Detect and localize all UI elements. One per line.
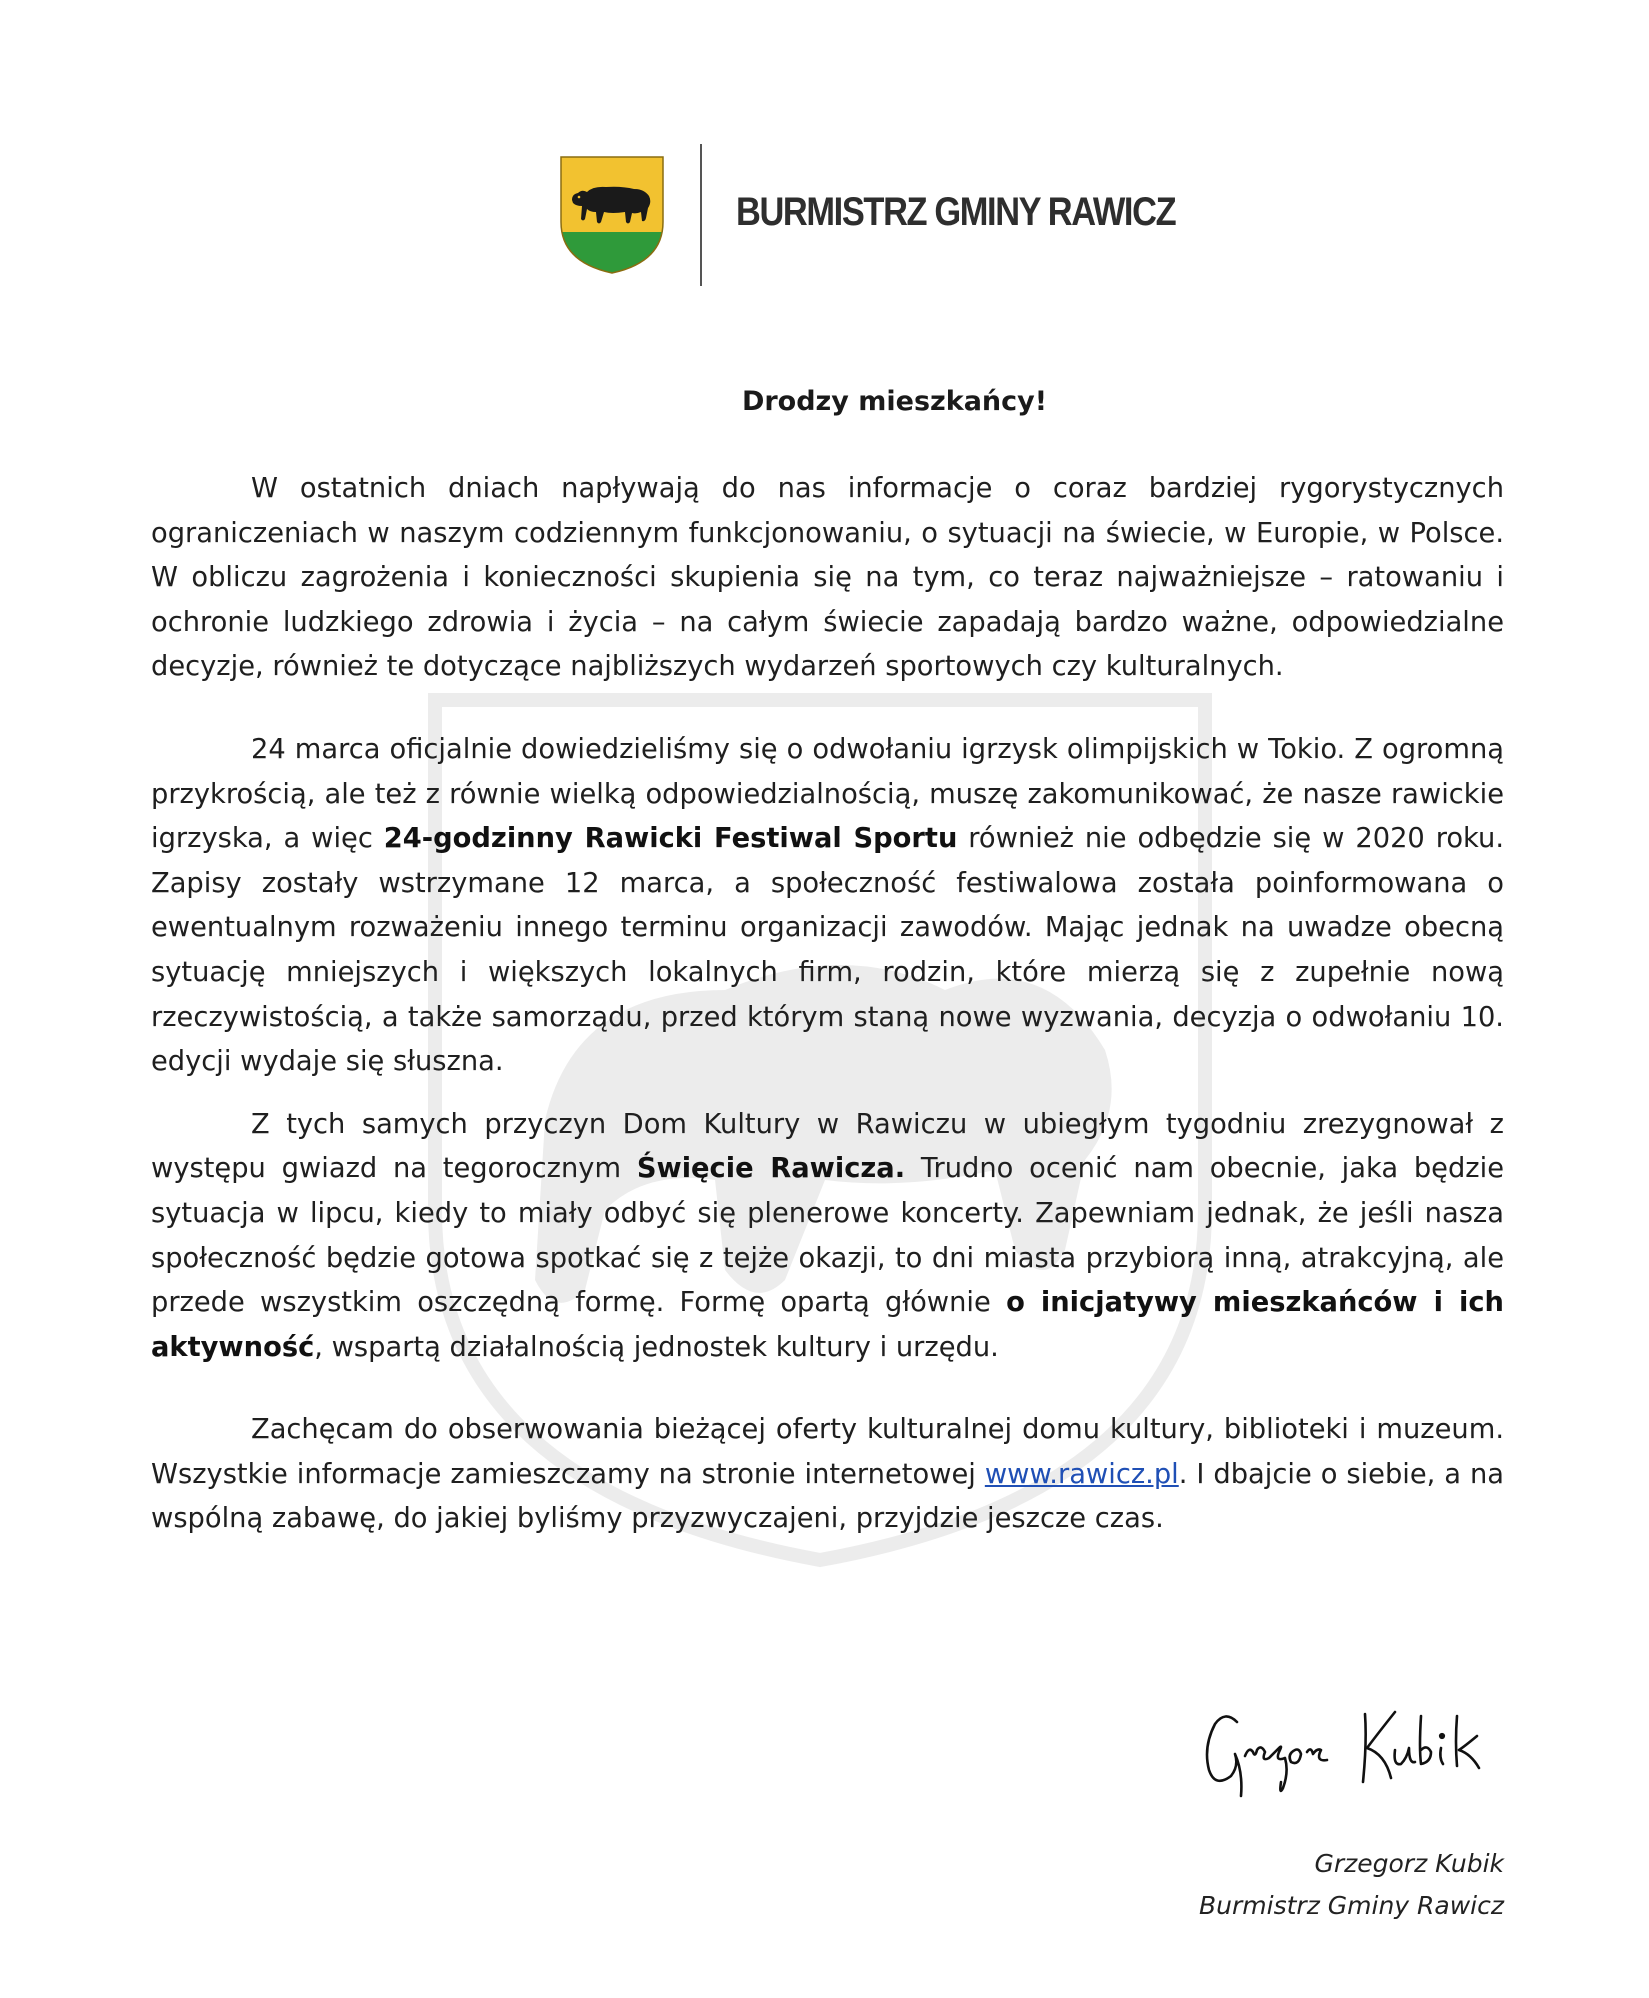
signer-title: Burmistrz Gminy Rawicz [1199,1891,1504,1920]
initiatives-emphasis: o inicjatywy mieszkańców i ich aktywność [151,1287,1504,1363]
header-divider [700,144,702,286]
paragraph-2-text-b: również nie odbędzie się w 2020 roku. Zapisy zostały wstrzymane 12 marca, a społeczność festiwalowa została poinformowana o ewentualnym rozważeniu innego terminu organizacji zawodów. Mając jednak na uwadze obecną sytuację mniejszych i większych lokalnych firm, rodzin, które mierzą się z zupełnie nową rzeczywistością, a także samorządu, przed którym staną nowe wyzwania, decyzja o odwołaniu 10. edycji wydaje się słuszna. [151,823,1504,1078]
paragraph-2-text-a: 24 marca oficjalnie dowiedzieliśmy się o odwołaniu igrzysk olimpijskich w Tokio. Z ogromną przykrością, ale też z równie wielką odpowiedzialnością, muszę zakomunikować, że nasze rawickie igrzyska, a więc [151,733,1504,855]
paragraph-3-text-b: Trudno ocenić nam obecnie, jaka będzie sytuacja w lipcu, kiedy to miały odbyć się plenerowe koncerty. Zapewniam jednak, że jeśli nasza społeczność będzie gotowa spotkać się z tejże okazji, to dni miasta przybiorą inną, atrakcyjną, ale przede wszystkim oszczędną formę. Formę opartą głównie [151,1153,1504,1319]
organization-name: BURMISTRZ GMINY RAWICZ [736,190,1176,234]
website-link[interactable]: www.rawicz.pl [984,1458,1179,1490]
event-name: Święcie Rawicza. [636,1153,906,1185]
paragraph-1: W ostatnich dniach napływają do nas informacje o coraz bardziej rygorystycznych ograniczeniach w naszym codziennym funkcjonowaniu, o sytuacji na świecie, w Europie, w Polsce. W obliczu zagrożenia i konieczności skupienia się na tym, co teraz najważniejsze – ratowaniu i ochronie ludzkiego zdrowia i życia – na całym świecie zapadają bardzo ważne, odpowiedzialne decyzje, również te dotyczące najbliższych wydarzeń sportowych czy kulturalnych. [151,473,1504,683]
paragraph-4 [151,1408,1504,1542]
paragraph-3 [151,1103,1504,1371]
letter-body [151,467,1504,1542]
paragraph-3-text-c: , wspartą działalnością jednostek kultury i urzędu. [314,1331,999,1363]
signer-name: Grzegorz Kubik [1314,1849,1504,1878]
signer-block [1199,1843,1504,1927]
paragraph-2 [151,728,1504,1085]
letter-greeting: Drodzy mieszkańcy! [741,386,1048,417]
letterhead [560,156,1200,286]
paragraph-4-text-b: . I dbajcie o siebie, a na wspólną zabawę, do jakiej byliśmy przyzwyczajeni, przyjdzie jeszcze czas. [151,1458,1504,1535]
paragraph-3-text-a: Z tych samych przyczyn Dom Kultury w Rawiczu w ubiegłym tygodniu zrezygnował z występu gwiazd na tegorocznym [151,1108,1504,1185]
rawicz-coat-of-arms-bear-icon [560,156,664,274]
paragraph-4-text-a: Zachęcam do obserwowania bieżącej oferty kulturalnej domu kultury, biblioteki i muzeum. Wszystkie informacje zamieszczamy na stronie internetowej [151,1414,1504,1490]
festival-name: 24-godzinny Rawicki Festiwal Sportu [383,823,958,855]
handwritten-signature [1195,1692,1515,1802]
